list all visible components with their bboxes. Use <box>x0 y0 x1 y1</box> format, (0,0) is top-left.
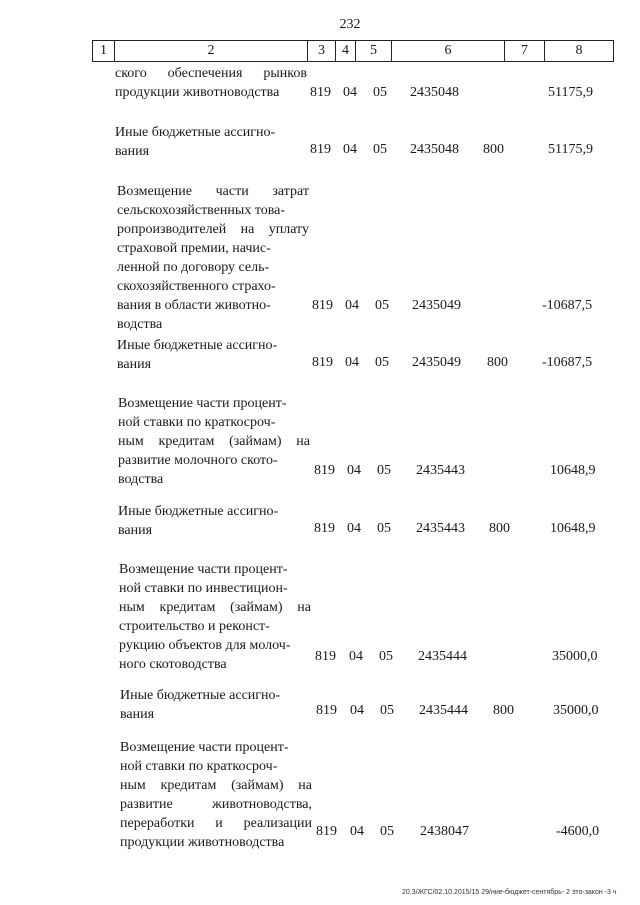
cell-col-5: 05 <box>375 355 389 370</box>
cell-col-6: 2438047 <box>420 824 469 839</box>
page-number: 232 <box>339 17 361 32</box>
cell-col-4: 04 <box>347 463 361 478</box>
cell-col-8: 10648,9 <box>550 521 596 536</box>
cell-col-3: 819 <box>310 85 331 100</box>
cell-col-7: 800 <box>489 521 510 536</box>
cell-col-8: -10687,5 <box>542 298 593 313</box>
cell-col-7: 800 <box>483 142 504 157</box>
row-description: Иные бюджетные ассигно- вания <box>118 504 279 538</box>
cell-col-5: 05 <box>380 824 394 839</box>
cell-col-3: 819 <box>312 298 333 313</box>
header-col-6: 6 <box>392 41 505 61</box>
cell-col-3: 819 <box>316 703 337 718</box>
header-col-4: 4 <box>336 41 356 61</box>
cell-col-4: 04 <box>350 703 364 718</box>
header-col-2: 2 <box>115 41 308 61</box>
cell-col-6: 2435048 <box>410 85 459 100</box>
cell-col-5: 05 <box>375 298 389 313</box>
cell-col-8: 51175,9 <box>548 142 593 157</box>
cell-col-3: 819 <box>312 355 333 370</box>
header-col-8: 8 <box>575 43 583 58</box>
cell-col-5: 05 <box>380 703 394 718</box>
cell-col-4: 04 <box>349 649 363 664</box>
cell-col-6: 2435443 <box>416 463 465 478</box>
cell-col-5: 05 <box>377 463 391 478</box>
cell-col-6: 2435444 <box>418 649 467 664</box>
cell-col-3: 819 <box>314 463 335 478</box>
cell-col-6: 2435443 <box>416 521 465 536</box>
cell-col-5: 05 <box>377 521 391 536</box>
row-description: ского обеспечения рынков продукции животноводства <box>115 66 307 100</box>
cell-col-3: 819 <box>316 824 337 839</box>
cell-col-4: 04 <box>345 355 359 370</box>
cell-col-7: 800 <box>487 355 508 370</box>
cell-col-8: 35000,0 <box>553 703 599 718</box>
row-description: Возмещение части процент- ной ставки по краткосроч- ным кредитам (займам) на развитие животноводства, переработки и реализации продукции животноводства <box>120 740 312 850</box>
cell-col-6: 2435049 <box>412 355 461 370</box>
cell-col-8: 51175,9 <box>548 85 593 100</box>
row-description: Иные бюджетные ассигно- вания <box>120 688 281 722</box>
cell-col-6: 2435048 <box>410 142 459 157</box>
cell-col-8: 35000,0 <box>552 649 598 664</box>
header-col-3: 3 <box>308 41 336 61</box>
cell-col-4: 04 <box>343 142 357 157</box>
table-header <box>92 40 614 62</box>
cell-col-3: 819 <box>310 142 331 157</box>
row-description: Возмещение части затрат сельскохозяйственных това- ропроизводителей на уплату страховой премии, начис- ленной по договору сель- скохозяйственного страхо- вания в области животно- водства <box>117 184 309 332</box>
cell-col-7: 800 <box>493 703 514 718</box>
cell-col-3: 819 <box>315 649 336 664</box>
cell-col-5: 05 <box>379 649 393 664</box>
document-footer: 20.3/ЖГС/02.10.2015/15 29/ние-бюджет-сентябрь- 2 это-закон -3 ч <box>402 889 617 896</box>
row-description: Иные бюджетные ассигно- вания <box>117 338 278 372</box>
cell-col-8: 10648,9 <box>550 463 596 478</box>
header-col-1: 1 <box>93 41 115 61</box>
row-description: Возмещение части процент- ной ставки по инвестицион- ным кредитам (займам) на строительство и реконст- рукцию объектов для молоч- ного скотоводства <box>119 562 311 672</box>
cell-col-8: -4600,0 <box>556 824 600 839</box>
cell-col-6: 2435444 <box>419 703 468 718</box>
cell-col-4: 04 <box>343 85 357 100</box>
cell-col-4: 04 <box>345 298 359 313</box>
cell-col-4: 04 <box>350 824 364 839</box>
cell-col-3: 819 <box>314 521 335 536</box>
cell-col-6: 2435049 <box>412 298 461 313</box>
row-description: Возмещение части процент- ной ставки по краткосроч- ным кредитам (займам) на развитие молочного ското- водства <box>118 396 310 487</box>
cell-col-4: 04 <box>347 521 361 536</box>
cell-col-5: 05 <box>373 142 387 157</box>
header-col-5: 5 <box>356 41 392 61</box>
row-description: Иные бюджетные ассигно- вания <box>115 125 276 159</box>
cell-col-8: -10687,5 <box>542 355 593 370</box>
header-col-7: 7 <box>505 41 545 61</box>
cell-col-5: 05 <box>373 85 387 100</box>
